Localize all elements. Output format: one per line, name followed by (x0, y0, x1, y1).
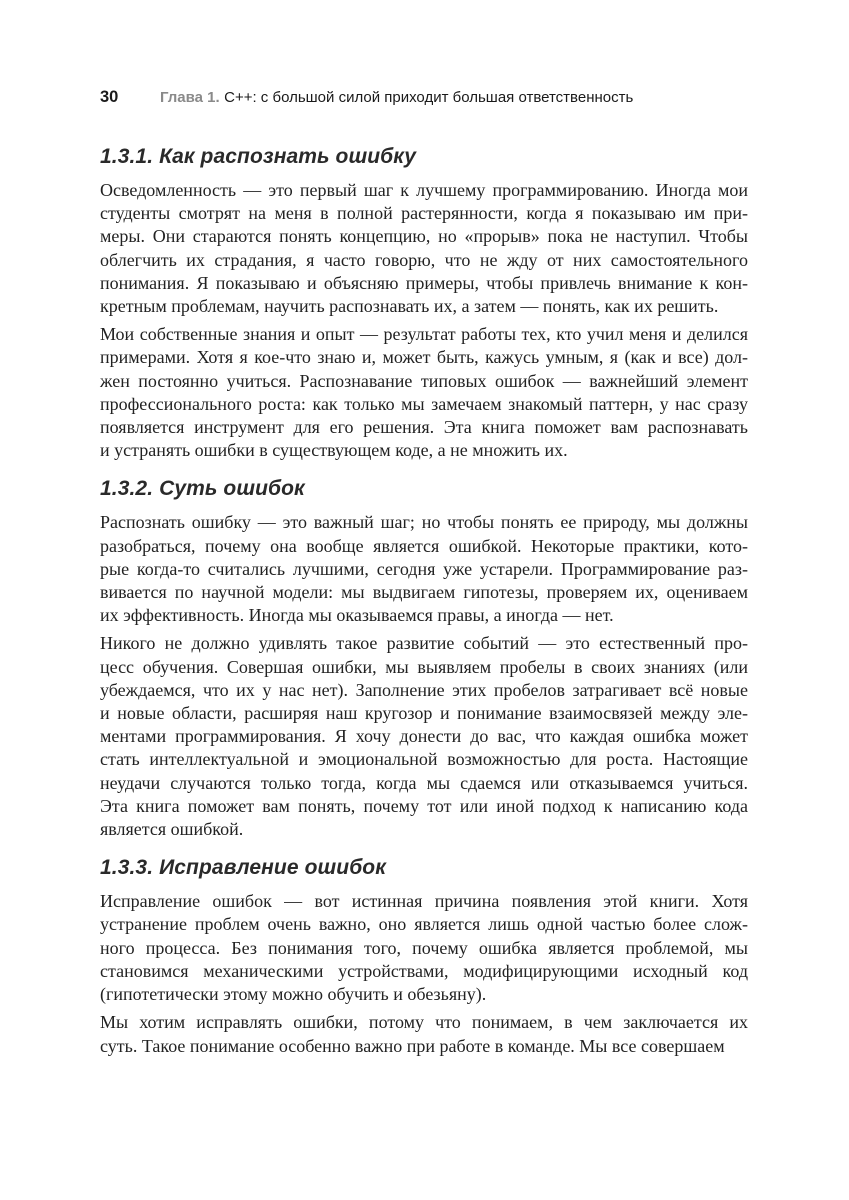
text-line: Осведомленность — это первый шаг к лучшему программированию. Иногда мои (100, 180, 748, 200)
text-line: студенты смотрят на меня в полной растерянности, когда я показываю им при- (100, 203, 748, 224)
section-heading: 1.3.3. Исправление ошибок (100, 856, 386, 880)
text-line: примерами. Хотя я кое-что знаю и, может быть, кажусь умным, я (как и все) дол- (100, 347, 748, 368)
text-line: меры. Они стараются понять концепцию, но «прорыв» пока не наступил. Чтобы (100, 226, 748, 247)
text-line: разобраться, почему она вообще является ошибкой. Некоторые практики, кото- (100, 535, 748, 556)
paragraph (100, 511, 748, 627)
text-line: Никого не должно удивлять такое развитие событий — это естественный про- (100, 633, 748, 654)
text-line: жен постоянно учиться. Распознавание типовых ошибок — важнейший элемент (100, 370, 748, 391)
page-body (100, 146, 748, 1058)
text-line: и устранять ошибки в существующем коде, а не множить их. (100, 440, 568, 461)
section-heading: 1.3.2. Суть ошибок (100, 477, 305, 501)
text-line: облегчить их страдания, я часто говорю, что не жду от них самостоятельного (100, 249, 748, 270)
text-line: убеждаемся, что их у нас нет). Заполнение этих пробелов затрагивает всё новые (100, 679, 748, 700)
text-line: неудачи случаются только тогда, когда мы сдаемся или отказываемся учиться. (100, 772, 748, 793)
text-line: суть. Такое понимание особенно важно при работе в команде. Мы все совершаем (100, 1035, 725, 1056)
text-line: стать интеллектуальной и эмоциональной возможностью для роста. Настоящие (100, 749, 748, 770)
paragraph (100, 179, 748, 318)
paragraph (100, 323, 748, 462)
chapter-title: C++: с большой силой приходит большая ответственность (224, 89, 634, 106)
page-number: 30 (100, 88, 119, 106)
text-line: цесс обучения. Совершая ошибки, мы выявляем пробелы в своих знаниях (или (100, 656, 748, 677)
running-header-chapter (160, 89, 633, 106)
text-line: (гипотетически этому можно обучить и обезьяну). (100, 984, 487, 1005)
paragraph (100, 890, 748, 1006)
text-line: и новые области, расширяя наш кругозор и понимание взаимосвязей между эле- (100, 703, 748, 724)
text-line: является ошибкой. (100, 819, 244, 840)
text-line: Мы хотим исправлять ошибки, потому что понимаем, в чем заключается их (100, 1012, 748, 1033)
text-line: Распознать ошибку — это важный шаг; но чтобы понять ее природу, мы должны (100, 512, 748, 533)
section-heading: 1.3.1. Как распознать ошибку (100, 145, 417, 168)
text-line: ного процесса. Без понимания того, почему ошибка является проблемой, мы (100, 937, 748, 958)
paragraph (100, 632, 748, 841)
text-line: Исправление ошибок — вот истинная причина появления этой книги. Хотя (100, 891, 748, 912)
text-line: их эффективность. Иногда мы оказываемся правы, а иногда — нет. (100, 605, 614, 626)
section-1-3-2 (100, 478, 748, 841)
text-line: профессионального роста: как только мы замечаем знакомый паттерн, у нас сразу (100, 393, 748, 414)
text-line: Эта книга поможет вам понять, почему тот или иной подход к написанию кода (100, 795, 748, 816)
section-1-3-1 (100, 146, 748, 462)
text-line: становимся механическими устройствами, модифицирующими исходный код (100, 960, 748, 981)
section-1-3-3 (100, 857, 748, 1057)
text-line: появляется инструмент для его решения. Эта книга поможет вам распознавать (100, 417, 748, 438)
text-line: кретным проблемам, научить распознавать их, а затем — понять, как их решить. (100, 296, 719, 317)
paragraph (100, 1011, 748, 1057)
text-line: вивается по научной модели: мы выдвигаем гипотезы, проверяем их, оцениваем (100, 582, 748, 603)
text-line: Мои собственные знания и опыт — результат работы тех, кто учил меня и делился (100, 324, 748, 345)
text-line: устранение проблем очень важно, оно является лишь одной частью более слож- (100, 914, 748, 935)
running-header (100, 89, 748, 106)
text-line: ментами программирования. Я хочу донести до вас, что каждая ошибка может (100, 726, 748, 747)
text-line: рые когда-то считались лучшими, сегодня уже устарели. Программирование раз- (100, 558, 748, 579)
text-line: понимания. Я показываю и объясняю примеры, чтобы привлечь внимание к кон- (100, 272, 748, 293)
chapter-label: Глава 1. (160, 89, 220, 106)
page-content (100, 89, 748, 1063)
